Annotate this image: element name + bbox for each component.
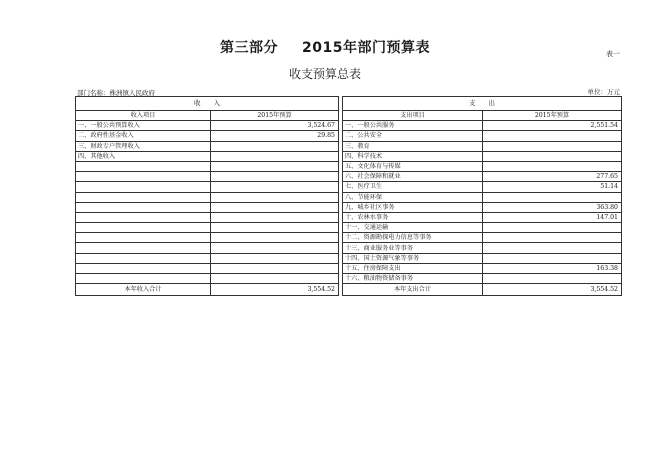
expense-item-cell: 四、科学技术 — [343, 151, 483, 161]
income-value-cell: 29.85 — [211, 131, 339, 141]
total-row — [76, 284, 622, 296]
expense-value-cell — [483, 253, 622, 263]
table-row — [76, 263, 622, 273]
expense-item-cell: 十二、资源勘探电力信息等事务 — [343, 233, 483, 243]
table-row — [76, 253, 622, 263]
income-item-cell — [76, 233, 211, 243]
income-value-cell — [211, 141, 339, 151]
expense-value-cell: 163.38 — [483, 263, 622, 273]
income-item-cell: 三、财政专户管理收入 — [76, 141, 211, 151]
expense-value-cell: 51.14 — [483, 182, 622, 192]
income-value-cell — [211, 274, 339, 284]
income-item-cell — [76, 172, 211, 182]
income-item-cell — [76, 223, 211, 233]
expense-item-cell: 十一、交通运输 — [343, 223, 483, 233]
section-header-row — [76, 97, 622, 111]
income-item-cell — [76, 263, 211, 273]
expense-item-cell: 五、文化体育与传媒 — [343, 161, 483, 171]
expense-value-cell — [483, 274, 622, 284]
col-income-budget: 2015年预算 — [211, 111, 339, 121]
table-row — [76, 182, 622, 192]
column-header-row — [76, 111, 622, 121]
unit-label: 单位：万元 — [587, 88, 620, 96]
income-section-header: 收 入 — [76, 97, 339, 111]
part-label: 第三部分 — [220, 40, 279, 56]
income-item-cell — [76, 212, 211, 222]
expense-item-cell: 六、社会保障和就业 — [343, 172, 483, 182]
expense-value-cell — [483, 243, 622, 253]
income-item-cell — [76, 274, 211, 284]
expense-value-cell — [483, 151, 622, 161]
table-row — [76, 274, 622, 284]
expense-value-cell — [483, 192, 622, 202]
table-row — [76, 141, 622, 151]
expense-item-cell: 一、一般公共服务 — [343, 121, 483, 131]
table-row — [76, 161, 622, 171]
col-expense-budget: 2015年预算 — [483, 111, 622, 121]
income-value-cell — [211, 202, 339, 212]
table-title: 收支预算总表 — [288, 67, 361, 81]
page-title — [0, 37, 650, 57]
table-row — [76, 131, 622, 141]
income-item-cell: 二、政府性基金收入 — [76, 131, 211, 141]
expense-item-cell: 九、城乡社区事务 — [343, 202, 483, 212]
expense-value-cell: 2,551.54 — [483, 121, 622, 131]
document-title: 2015年部门预算表 — [302, 40, 430, 56]
income-value-cell — [211, 233, 339, 243]
expense-value-cell: 147.01 — [483, 212, 622, 222]
table-row — [76, 172, 622, 182]
income-item-cell — [76, 202, 211, 212]
table-row — [76, 192, 622, 202]
expense-item-cell: 二、公共安全 — [343, 131, 483, 141]
expense-item-cell: 十四、国土资源气象等事务 — [343, 253, 483, 263]
expense-item-cell: 十三、商业服务业等事务 — [343, 243, 483, 253]
expense-value-cell — [483, 131, 622, 141]
expense-item-cell: 十六、粮油物资储备事务 — [343, 274, 483, 284]
table-row — [76, 202, 622, 212]
table-row — [76, 212, 622, 222]
expense-value-cell — [483, 141, 622, 151]
expense-value-cell: 277.65 — [483, 172, 622, 182]
income-item-cell — [76, 161, 211, 171]
expense-total-value: 3,554.52 — [483, 284, 622, 296]
expense-total-label: 本年支出合计 — [343, 284, 483, 296]
income-value-cell — [211, 182, 339, 192]
expense-value-cell — [483, 223, 622, 233]
expense-item-cell: 十、农林水事务 — [343, 212, 483, 222]
department-label: 部门名称： — [77, 89, 110, 97]
expense-item-cell: 七、医疗卫生 — [343, 182, 483, 192]
expense-item-cell: 十五、住房保障支出 — [343, 263, 483, 273]
income-value-cell — [211, 151, 339, 161]
expense-value-cell — [483, 161, 622, 171]
income-item-cell — [76, 243, 211, 253]
income-total-label: 本年收入合计 — [76, 284, 211, 296]
income-item-cell — [76, 253, 211, 263]
col-income-item: 收入项目 — [76, 111, 211, 121]
col-expense-item: 支出项目 — [343, 111, 483, 121]
income-item-cell: 一、一般公共预算收入 — [76, 121, 211, 131]
income-value-cell — [211, 172, 339, 182]
income-value-cell — [211, 212, 339, 222]
income-item-cell: 四、其他收入 — [76, 151, 211, 161]
table-row — [76, 243, 622, 253]
expense-value-cell: 363.80 — [483, 202, 622, 212]
table-row — [76, 223, 622, 233]
table-row — [76, 151, 622, 161]
department-name: 株洲镇人民政府 — [109, 89, 155, 97]
income-value-cell: 3,524.67 — [211, 121, 339, 131]
table-number: 表一 — [606, 50, 620, 58]
income-value-cell — [211, 161, 339, 171]
income-value-cell — [211, 253, 339, 263]
expense-item-cell: 八、节能环保 — [343, 192, 483, 202]
table-row — [76, 121, 622, 131]
expense-section-header: 支 出 — [343, 97, 622, 111]
table-row — [76, 233, 622, 243]
income-value-cell — [211, 243, 339, 253]
income-value-cell — [211, 223, 339, 233]
income-value-cell — [211, 263, 339, 273]
budget-table-container — [75, 96, 621, 296]
expense-item-cell: 三、教育 — [343, 141, 483, 151]
income-item-cell — [76, 182, 211, 192]
budget-table — [75, 96, 622, 296]
expense-value-cell — [483, 233, 622, 243]
income-value-cell — [211, 192, 339, 202]
income-item-cell — [76, 192, 211, 202]
income-total-value: 3,554.52 — [211, 284, 339, 296]
